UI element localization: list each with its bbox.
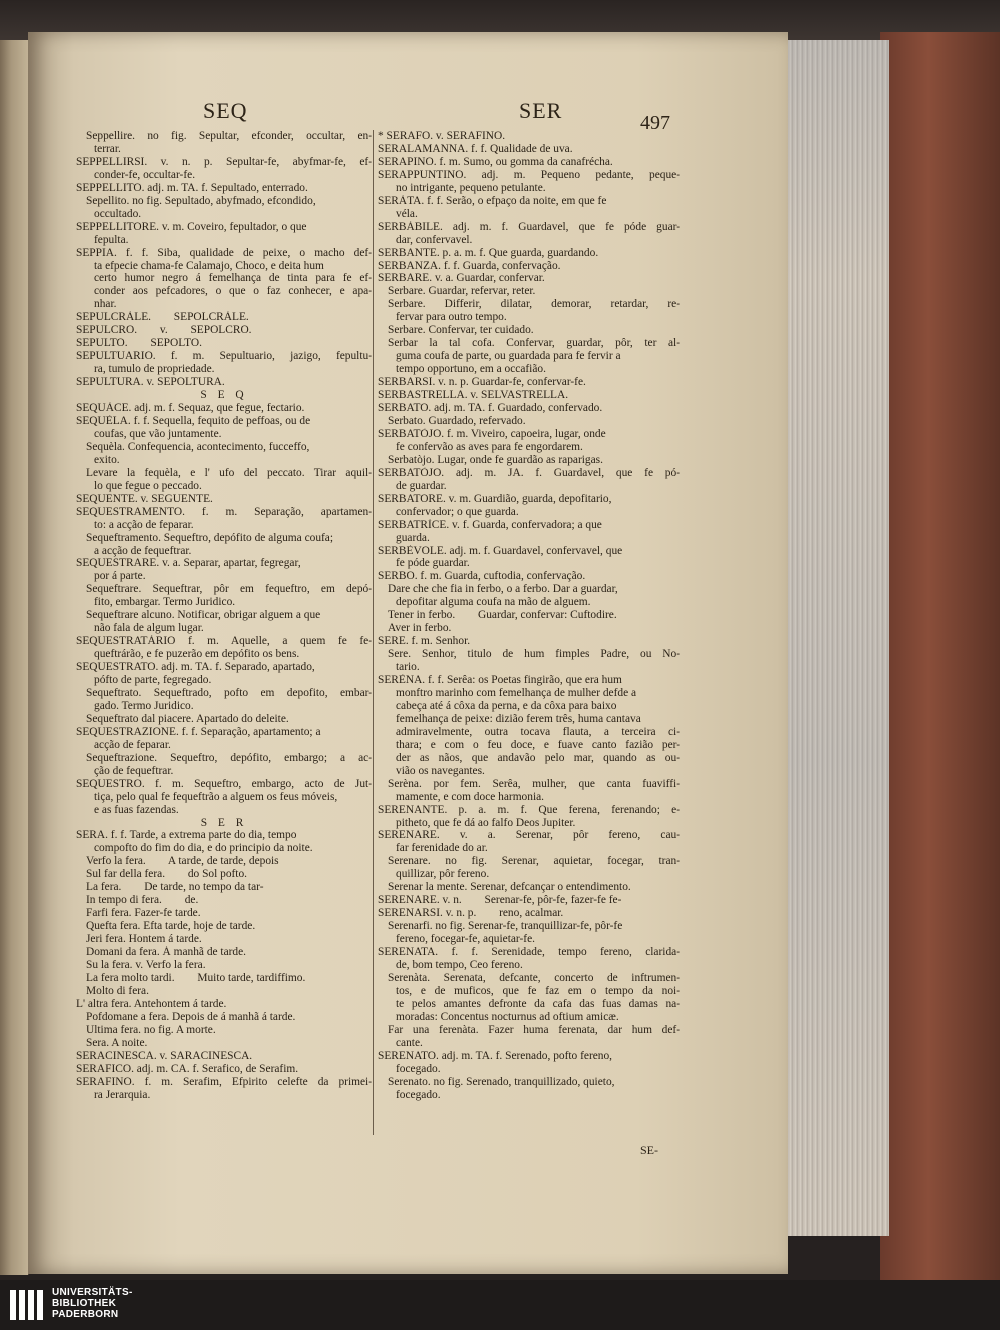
text-line: SERENARE. v. n. Serenar-fe, pôr-fe, fazer-fe fe- [378,894,622,907]
text-line: SEQUESTRARE. v. a. Separar, apartar, fegregar, [76,557,301,570]
text-line: Serenàta. Serenata, defcante, concerto de inftrumen- [388,971,680,984]
text-line: mamente, e com doce harmonia. [396,790,545,803]
text-line: Farfi fera. Fazer-fe tarde. [86,907,201,920]
text-line: fe póde guardar. [396,557,470,570]
text-line: Ultima fera. no fig. A morte. [86,1023,216,1036]
text-line: lo que fegue o peccado. [94,479,202,492]
text-line: não fala de algum lugar. [94,622,204,635]
text-line: SEPPELLITORE. v. m. Coveiro, fepultador, o que [76,220,307,233]
text-line: a acção de fequeftrar. [94,544,192,557]
text-line: SERAFICO. adj. m. CA. f. Serafico, de Serafim. [76,1062,299,1075]
text-line: no intrigante, pequeno petulante. [396,181,546,194]
text-line: occultado. [94,207,142,220]
text-line: conder aos pefcadores, o que o faz conhecer, e apa- [94,285,372,298]
text-line: La fera molto tardi. Muito tarde, tardiffimo. [86,971,306,984]
text-line: por á parte. [94,570,146,583]
text-line: S E R [200,816,248,829]
text-line: SEQUENTE. v. SEGUENTE. [76,492,213,505]
text-line: nhar. [94,298,117,311]
text-line: fereno, focegar-fe, aquietar-fe. [396,933,535,946]
text-line: tos, e de muficos, que fe faz em o tempo da noi- [396,984,680,997]
text-line: conder-fe, occultar-fe. [94,168,196,181]
text-line: Sequèla. Confequencia, acontecimento, fucceffo, [86,440,310,453]
text-line: SERBÈVOLE. adj. m. f. Guardavel, confervavel, que [378,544,623,557]
text-line: focegado. [396,1088,441,1101]
text-line: Sul far della fera. do Sol pofto. [86,868,248,881]
page-number: 497 [640,112,670,134]
text-line: Dare che che fia in ferbo, o a ferbo. Dar a guardar, [388,583,618,596]
logo-line-2: BIBLIOTHEK [52,1298,117,1309]
text-line: Sepellito. no fig. Sepultado, abyfmado, efcondido, [86,194,316,207]
text-line: * SERAFO. v. SERAFINO. [378,130,506,142]
text-line: SEPULTO. SEPOLTO. [76,337,202,350]
running-head-right: SER [519,98,563,123]
text-line: SERAPINO. f. m. Sumo, ou gomma da canafrécha. [378,155,613,168]
footer-bar [0,1280,1000,1330]
text-line: SEPPIA. f. f. Siba, qualidade de peixe, o macho def- [76,246,372,259]
running-head-left: SEQ [203,98,248,123]
text-line: SERENATO. adj. m. TA. f. Serenado, pofto fereno, [378,1049,613,1062]
text-line: der as nãos, que andavão pelo mar, quando as ou- [396,751,680,764]
text-line: monftro marinho com femelhança de mulher defde a [396,686,637,699]
text-line: compofto do fim do dia, e do principio da noite. [94,842,313,855]
text-line: cabeça até á côxa da perna, e da côxa para baixo [396,699,617,712]
library-logo-text [52,1287,133,1320]
text-line: SEQUÀCE. adj. m. f. Sequaz, que fegue, fectario. [76,402,305,415]
left-column [76,130,372,1101]
text-line: SERBÀBILE. adj. m. f. Guardavel, que fe póde guar- [378,220,680,233]
text-line: Domani da fera. Á manhã de tarde. [86,946,247,959]
text-line: Serbare. Guardar, refervar, reter. [388,285,536,298]
text-line: Quefta fera. Efta tarde, hoje de tarde. [86,920,256,933]
text-line: ra Jerarquia. [94,1088,151,1101]
text-line: quillizar, pôr fereno. [396,868,490,881]
text-line: SEQUESTRATO. adj. m. TA. f. Separado, apartado, [76,661,315,674]
text-line: In tempo di fera. de. [86,894,199,907]
text-line: Jeri fera. Hontem á tarde. [86,933,202,946]
text-line: vião os navegantes. [396,764,485,777]
text-line: moradas: Concentus nocturnus ad oftium amicæ. [396,1010,619,1023]
text-line: SERBARE. v. a. Guardar, confervar. [378,272,545,285]
text-line: dar, confervavel. [396,233,473,246]
text-line: Sequeftrato. Sequeftrado, pofto em depofito, embar- [86,686,372,699]
text-line: SERENANTE. p. a. m. f. Que ferena, ferenando; e- [378,803,680,816]
text-line: SERENATA. f. f. Serenidade, tempo fereno, clarida- [378,946,680,959]
text-line: guma coufa de parte, ou guardada para fe fervir a [396,350,621,363]
text-line: confervador; o que guarda. [396,505,519,518]
text-line: ta efpecie chama-fe Calamajo, Choco, e deita hum [94,259,324,272]
text-line: SERE. f. m. Senhor. [378,635,471,648]
text-line: SEQUÈLA. f. f. Sequella, fequito de peffoas, ou de [76,414,311,427]
text-line: to: a acção de feparar. [94,518,194,531]
text-line: Molto di fera. [86,984,149,997]
text-line: e as fuas fazendas. [94,803,179,816]
text-line: SEQUESTRAZIONE. f. f. Separação, apartamento; a [76,725,321,738]
text-line: SERBATÒJO. f. m. Viveiro, capoeira, lugar, onde [378,427,606,440]
text-line: Seppellire. no fig. Sepultar, efconder, occultar, en- [86,130,372,142]
text-line: Serenare. no fig. Serenar, aquietar, focegar, tran- [388,855,680,868]
text-line: te pelos amantes defronte da cafa das fuas damas na- [396,997,680,1010]
text-line: Tener in ferbo. Guardar, confervar: Cuftodire. [388,609,617,622]
text-line: L' altra fera. Antehontem á tarde. [76,997,227,1010]
logo-line-1: UNIVERSITÄTS- [52,1287,133,1298]
text-line: exito. [94,453,120,466]
text-line: véla. [396,207,418,220]
text-line: pitheto, que fe dá ao falfo Deos Jupiter. [396,816,576,829]
text-line: admiravelmente, outra tocava flauta, a terceira ci- [396,725,680,738]
text-line: pófto de parte, fegregado. [94,674,212,687]
previous-page-sliver [0,40,29,1275]
text-line: Far una ferenàta. Fazer huma ferenata, dar hum def- [388,1023,680,1036]
text-line: SERÈNA. f. f. Serêa: os Poetas fingirão, que era hum [378,674,622,687]
text-line: de, bom tempo, Ceo fereno. [396,959,523,971]
text-line: ção de fequeftrar. [94,764,174,777]
text-line: Pofdomane a fera. Depois de á manhã á tarde. [86,1010,296,1023]
text-line: certo humor negro á femelhança de tinta para fe ef- [94,272,372,285]
text-line: Sequeftrare alcuno. Notificar, obrigar alguem a que [86,609,321,622]
library-logo-icon [8,1288,48,1322]
text-line: Serbato. Guardado, refervado. [388,414,526,427]
text-line: fe confervão as aves para fe engordarem. [396,440,583,453]
text-line: SEQUESTRAMENTO. f. m. Separação, apartamen- [76,505,372,518]
text-line: far ferenidade do ar. [396,842,488,855]
text-line: Serenar la mente. Serenar, defcançar o entendimento. [388,881,631,894]
text-line: Serbatòjo. Lugar, onde fe guardão as raparigas. [388,453,603,466]
text-line: tempo opportuno, em a occafião. [396,363,546,376]
text-line: femelhança de peixe: dizião ferem três, huma cantava [396,712,641,725]
text-line: SEPPELLIRSI. v. n. p. Sepultar-fe, abyfmar-fe, ef- [76,155,372,168]
text-line: Verfo la fera. A tarde, de tarde, depois [86,855,279,868]
text-line: SEPULTURA. v. SEPOLTURA. [76,376,225,389]
text-line: Sequeftrato dal piacere. Apartado do deleite. [86,712,289,725]
text-line: Su la fera. v. Verfo la fera. [86,959,206,971]
text-line: SEPPELLITO. adj. m. TA. f. Sepultado, enterrado. [76,181,308,194]
column-divider [373,130,374,1135]
text-line: Serenato. no fig. Serenado, tranquillizado, quieto, [388,1075,615,1088]
text-line: de guardar. [396,479,447,492]
text-line: cante. [396,1036,423,1049]
text-line: Serbare. Differir, dilatar, demorar, retardar, re- [388,298,680,311]
text-line: fervar para outro tempo. [396,311,507,324]
text-line: SERAFINO. f. m. Serafim, Efpirito celefte da primei- [76,1075,372,1088]
text-line: SERACINESCA. v. SARACINESCA. [76,1049,253,1062]
text-line: gado. Termo Juridico. [94,699,194,712]
text-line: SERBATÒJO. adj. m. JA. f. Guardavel, que fe pó- [378,466,680,479]
text-line: queftrárão, e fe puzerão em depófito os bens. [94,648,300,661]
text-line: SERBATO. adj. m. TA. f. Guardado, confervado. [378,402,603,415]
text-line: depofitar alguma coufa na mão de alguem. [396,596,591,609]
text-line: SERBASTRELLA. v. SELVASTRELLA. [378,389,569,402]
text-line: ra, tumulo de propriedade. [94,363,215,376]
text-line: SERBANZA. f. f. Guarda, confervação. [378,259,561,272]
catchword: SE- [640,1143,658,1157]
text-line: acção de feparar. [94,738,171,751]
text-line: SEPULCRÀLE. SEPOLCRÀLE. [76,311,249,324]
text-line: thara; e com o feu doce, e fuave canto fazião per- [396,738,680,751]
text-line: SERAPPUNTINO. adj. m. Pequeno pedante, peque- [378,168,680,181]
text-line: S E Q [200,389,248,402]
text-line: SERBATRÌCE. v. f. Guarda, confervadora; a que [378,518,602,531]
text-line: fito, embargar. Termo Juridico. [94,596,236,609]
right-column [378,130,680,1101]
text-line: Serbar la tal cofa. Confervar, guardar, pôr, ter al- [388,337,680,350]
text-line: terrar. [94,142,121,155]
text-line: SERENARSI. v. n. p. reno, acalmar. [378,907,564,920]
text-line: SERA. f. f. Tarde, a extrema parte do dia, tempo [76,829,297,842]
text-line: Sequeftramento. Sequeftro, depófito de alguma coufa; [86,531,334,544]
text-line: tiça, pelo qual fe fequeftrão a alguem os feus móveis, [94,790,338,803]
text-line: Sera. A noite. [86,1036,148,1049]
text-line: SERBO. f. m. Guarda, cuftodia, confervação. [378,570,586,583]
text-line: focegado. [396,1062,441,1075]
text-line: SERENARE. v. a. Serenar, pôr fereno, cau- [378,829,680,842]
text-line: Serenarfi. no fig. Serenar-fe, tranquillizar-fe, pôr-fe [388,920,623,933]
text-line: SERBARSI. v. n. p. Guardar-fe, confervar-fe. [378,376,586,389]
text-line: Sere. Senhor, titulo de hum fimples Padre, ou No- [388,648,680,661]
text-line: SEPULTUARIO. f. m. Sepultuario, jazigo, fepultu- [76,350,372,363]
text-line: Sequeftrazione. Sequeftro, depófito, embargo; a ac- [86,751,372,764]
text-line: SEQUESTRO. f. m. Sequeftro, embargo, acto de Jut- [76,777,372,790]
text-line: La fera. De tarde, no tempo da tar- [86,881,264,894]
text-line: Serèna. por fem. Serêa, mulher, que canta fuaviffi- [388,777,680,790]
text-line: fepulta. [94,233,129,246]
text-line: Sequeftrare. Sequeftrar, pôr em fequeftro, em depó- [86,583,372,596]
text-line: SEPULCRO. v. SEPOLCRO. [76,324,252,337]
text-line: Levare la fequèla, e l' ufo del peccato. Tirar aquil- [86,466,372,479]
text-line: SERÀTA. f. f. Serão, o efpaço da noite, em que fe [378,194,607,207]
text-line: SERBATORE. v. m. Guardião, guarda, depofitario, [378,492,612,505]
text-line: guarda. [396,531,430,544]
text-line: SERBANTE. p. a. m. f. Que guarda, guardando. [378,246,599,259]
text-line: SERALAMANNA. f. f. Qualidade de uva. [378,142,573,155]
logo-line-3: PADERBORN [52,1309,119,1320]
text-line: Aver in ferbo. [388,622,452,635]
text-line: SEQUESTRATÀRIO f. m. Aquelle, a quem fe fe- [76,635,372,648]
book-cover-edge [880,32,1000,1280]
text-line: Serbare. Confervar, ter cuidado. [388,324,534,337]
text-line: coufas, que vão juntamente. [94,427,222,440]
text-line: tario. [396,661,420,674]
